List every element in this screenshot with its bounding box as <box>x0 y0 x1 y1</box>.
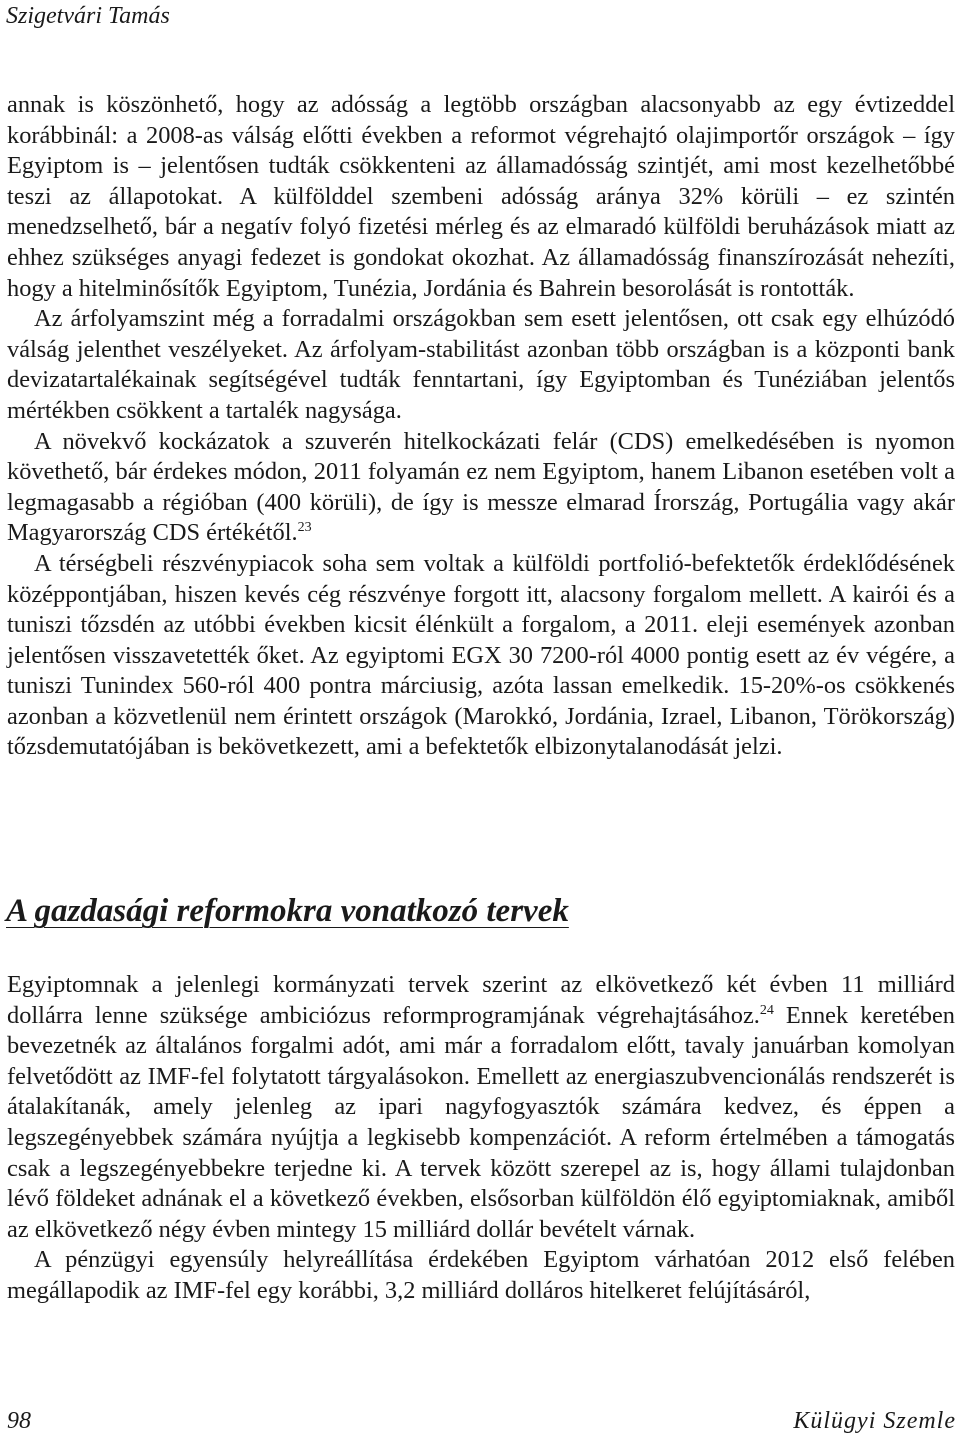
footnote-ref-24[interactable]: 24 <box>759 1002 774 1018</box>
paragraph-reform-plans <box>7 970 955 1245</box>
section-heading: A gazdasági reformokra vonatkozó tervek <box>6 893 569 929</box>
paragraph-reform-plans-text-a: Egyiptomnak a jelenlegi kormányzati tervek szerint az elkövetkező két évben 11 milliárd dollárra lenne szüksége ambiciózus reformprogramjának végrehajtásához. <box>7 971 955 1029</box>
running-head-author: Szigetvári Tamás <box>6 3 170 29</box>
footnote-ref-23[interactable]: 23 <box>297 520 312 536</box>
body-text-block-2 <box>7 970 955 1307</box>
paragraph-exchange-rate: Az árfolyamszint még a forradalmi országokban sem esett jelentősen, ott csak egy elhúzódó válság jelenthet veszélyeket. Az árfolyam-stabilitást azonban több országban is a központi bank devizatartalékainak segítségével tudták fenntartani, így Egyiptomban és Tunéziában jelentős mértékben csökkent a tartalék nagysága. <box>7 305 955 424</box>
paragraph-stock-markets: A térségbeli részvénypiacok soha sem voltak a külföldi portfolió-befektetők érdeklődésének középpontjában, hiszen kevés cég részvénye forgott itt, alacsony forgalom mellett. A kairói és a tuniszi tőzsdén az utóbbi években kicsit élénkült a forgalom, a 2011. eleji események azonban jelentősen visszavetették őket. Az egyiptomi EGX 30 7200-ról 4000 pontig esett az év végére, a tuniszi Tunindex 560-ról 400 pontra márciusig, azóta lassan emelkedik. 15-20%-os csökkenés azonban a közvetlenül nem érintett országok (Marokkó, Jordánia, Izrael, Libanon, Törökország) tőzsdemutatójában is bekövetkezett, ami a befektetők elbizonytalanodását jelzi. <box>7 549 955 761</box>
body-text-block-1 <box>7 90 955 763</box>
paragraph-reform-plans-text-b: Ennek keretében bevezetnék az általános forgalmi adót, ami már a forradalom előtt, tavaly januárban komolyan felvetődött az IMF-fel folytatott tárgyalásokon. Emellett az energiaszubvencionálás rendszerét is átalakítanák, amely jelenleg az ipari nagyfogyasztók számára kedvez, és éppen a legszegényebbek számára nyújtja a legkisebb kompenzációt. A reform értelmében a támogatás csak a legszegényebbekre terjedne ki. A tervek között szerepel az is, hogy állami tulajdonban lévő földeket adnának el a következő években, elsősorban külföldön élő egyiptomiaknak, amiből az elkövetkező négy évben mintegy 15 milliárd dollár bevételt várnak. <box>7 1001 956 1243</box>
paragraph-continued: annak is köszönhető, hogy az adósság a legtöbb országban alacsonyabb az egy évtizeddel korábbinál: a 2008-as válság előtti években a reformot végrehajtó olajimportőr országok – így Egyiptom is – jelentősen tudták csökkenteni az államadósság szintjét, ami most kezelhetőbbé teszi az állapotokat. A külfölddel szembeni adósság aránya 32% körüli – ez szintén menedzselhető, bár a negatív folyó fizetési mérleg és az elmaradó külföldi beruházások miatt az ehhez szükséges anyagi fedezet is gondokat okozhat. Az államadósság finanszírozását nehezíti, hogy a hitelminősítők Egyiptom, Tunézia, Jordánia és Bahrein besorolását is rontották. <box>7 91 955 302</box>
journal-title: Külügyi Szemle <box>793 1408 956 1434</box>
page-number: 98 <box>7 1408 31 1434</box>
paragraph-financial-balance: A pénzügyi egyensúly helyreállítása érdekében Egyiptom várhatóan 2012 első felében megállapodik az IMF-fel egy korábbi, 3,2 milliárd dolláros hitelkeret felújításáról, <box>7 1246 955 1304</box>
paragraph-cds-text: A növekvő kockázatok a szuverén hitelkockázati felár (CDS) emelkedésében is nyomon követhető, bár érdekes módon, 2011 folyamán ez nem Egyiptom, hanem Libanon esetében volt a legmagasabb a régióban (400 körüli), de így is messze elmarad Írország, Portugália vagy akár Magyarország CDS értékétől. <box>7 427 955 547</box>
paragraph-cds <box>7 427 955 549</box>
